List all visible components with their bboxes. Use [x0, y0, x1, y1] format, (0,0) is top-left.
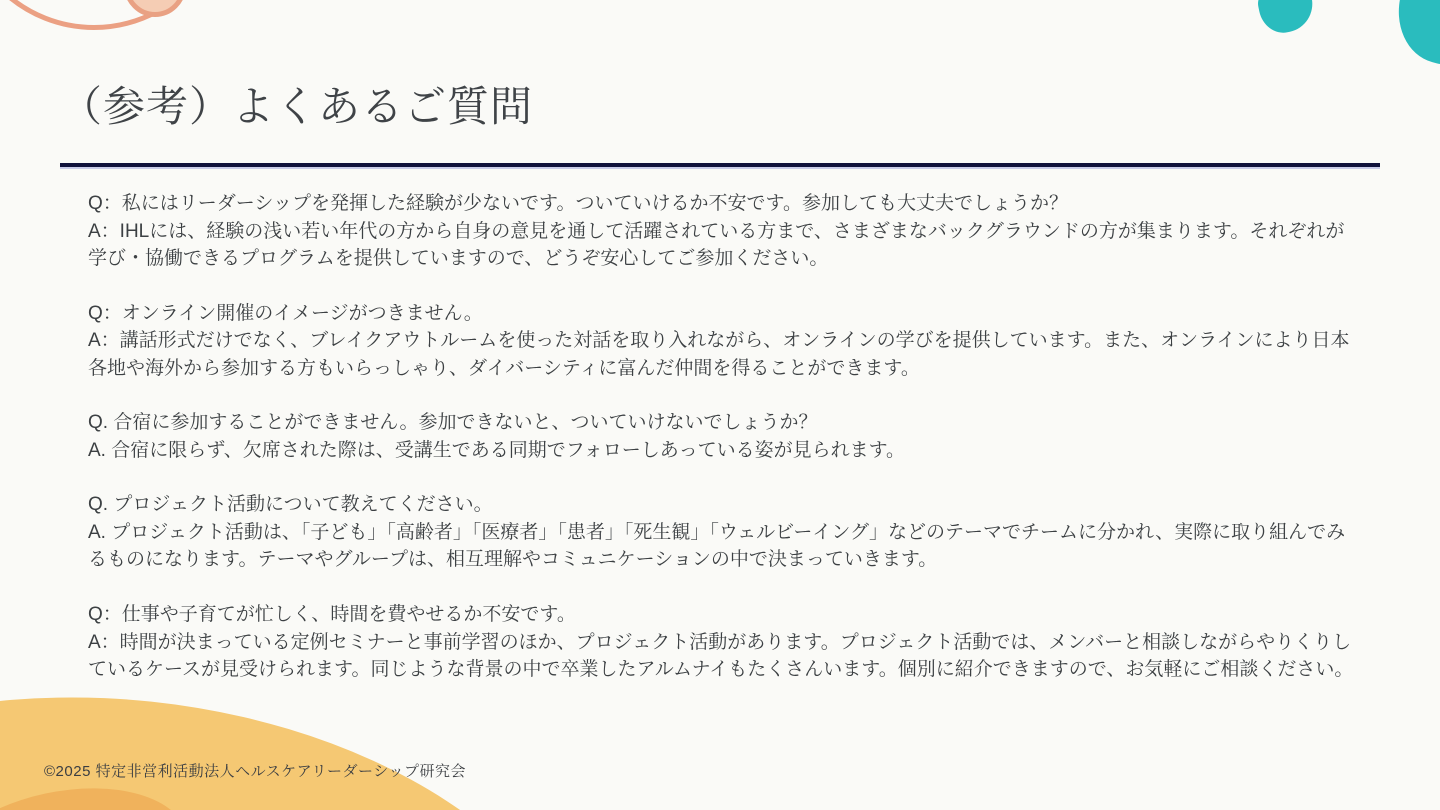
faq-item: [88, 409, 1356, 464]
answer-text: A：時間が決まっている定例セミナーと事前学習のほか、プロジェクト活動があります。プロジェクト活動では、メンバーと相談しながらやりくりしているケースが見受けられます。同じような背景の中で卒業したアルムナイもたくさんいます。個別に紹介できますので、お気軽にご相談ください。: [88, 631, 1354, 681]
decoration-teal-blob-top-right-large: [1386, 0, 1440, 76]
answer-text: A. プロジェクト活動は、「子ども」「高齢者」「医療者」「患者」「死生観」「ウェルビーイング」などのテーマでチームに分かれ、実際に取り組んでみるものになります。テーマやグループは、相互理解やコミュニケーションの中で決まっていきます。: [88, 521, 1346, 571]
faq-item: [88, 491, 1356, 574]
footer-copyright: ©2025 特定非営利活動法人ヘルスケアリーダーシップ研究会: [44, 763, 466, 780]
slide-title: （参考）よくあるご質問: [60, 83, 534, 130]
question-text: Q：私にはリーダーシップを発揮した経験が少ないです。ついていけるか不安です。参加しても大丈夫でしょうか？: [88, 193, 1068, 214]
answer-text: A：IHLには、経験の浅い若い年代の方から自身の意見を通して活躍されている方まで、さまざまなバックグラウンドの方が集まります。それぞれが学び・協働できるプログラムを提供していますので、どうぞ安心してご参加ください。: [88, 220, 1345, 270]
decoration-teal-blob-top-right-small: [1254, 0, 1317, 37]
faq-item: [88, 300, 1356, 383]
question-text: Q. 合宿に参加することができません。参加できないと、ついていけないでしょうか？: [88, 412, 818, 434]
faq-list: [88, 190, 1356, 711]
faq-item: [88, 190, 1356, 273]
decoration-circle-outline-top-left: [0, 0, 229, 30]
question-text: Q. プロジェクト活動について教えてください。: [88, 494, 493, 516]
answer-text: A：講話形式だけでなく、ブレイクアウトルームを使った対話を取り入れながら、オンラインの学びを提供しています。また、オンラインにより日本各地や海外から参加する方もいらっしゃり、ダイバーシティに富んだ仲間を得ることができます。: [88, 330, 1350, 379]
question-text: Q：仕事や子育てが忙しく、時間を費やせるか不安です。: [88, 604, 576, 626]
title-divider: [60, 163, 1380, 169]
faq-item: [88, 601, 1356, 684]
question-text: Q：オンライン開催のイメージがつきません。: [88, 302, 483, 324]
answer-text: A. 合宿に限らず、欠席された際は、受講生である同期でフォローしあっている姿が見られます。: [88, 439, 906, 461]
